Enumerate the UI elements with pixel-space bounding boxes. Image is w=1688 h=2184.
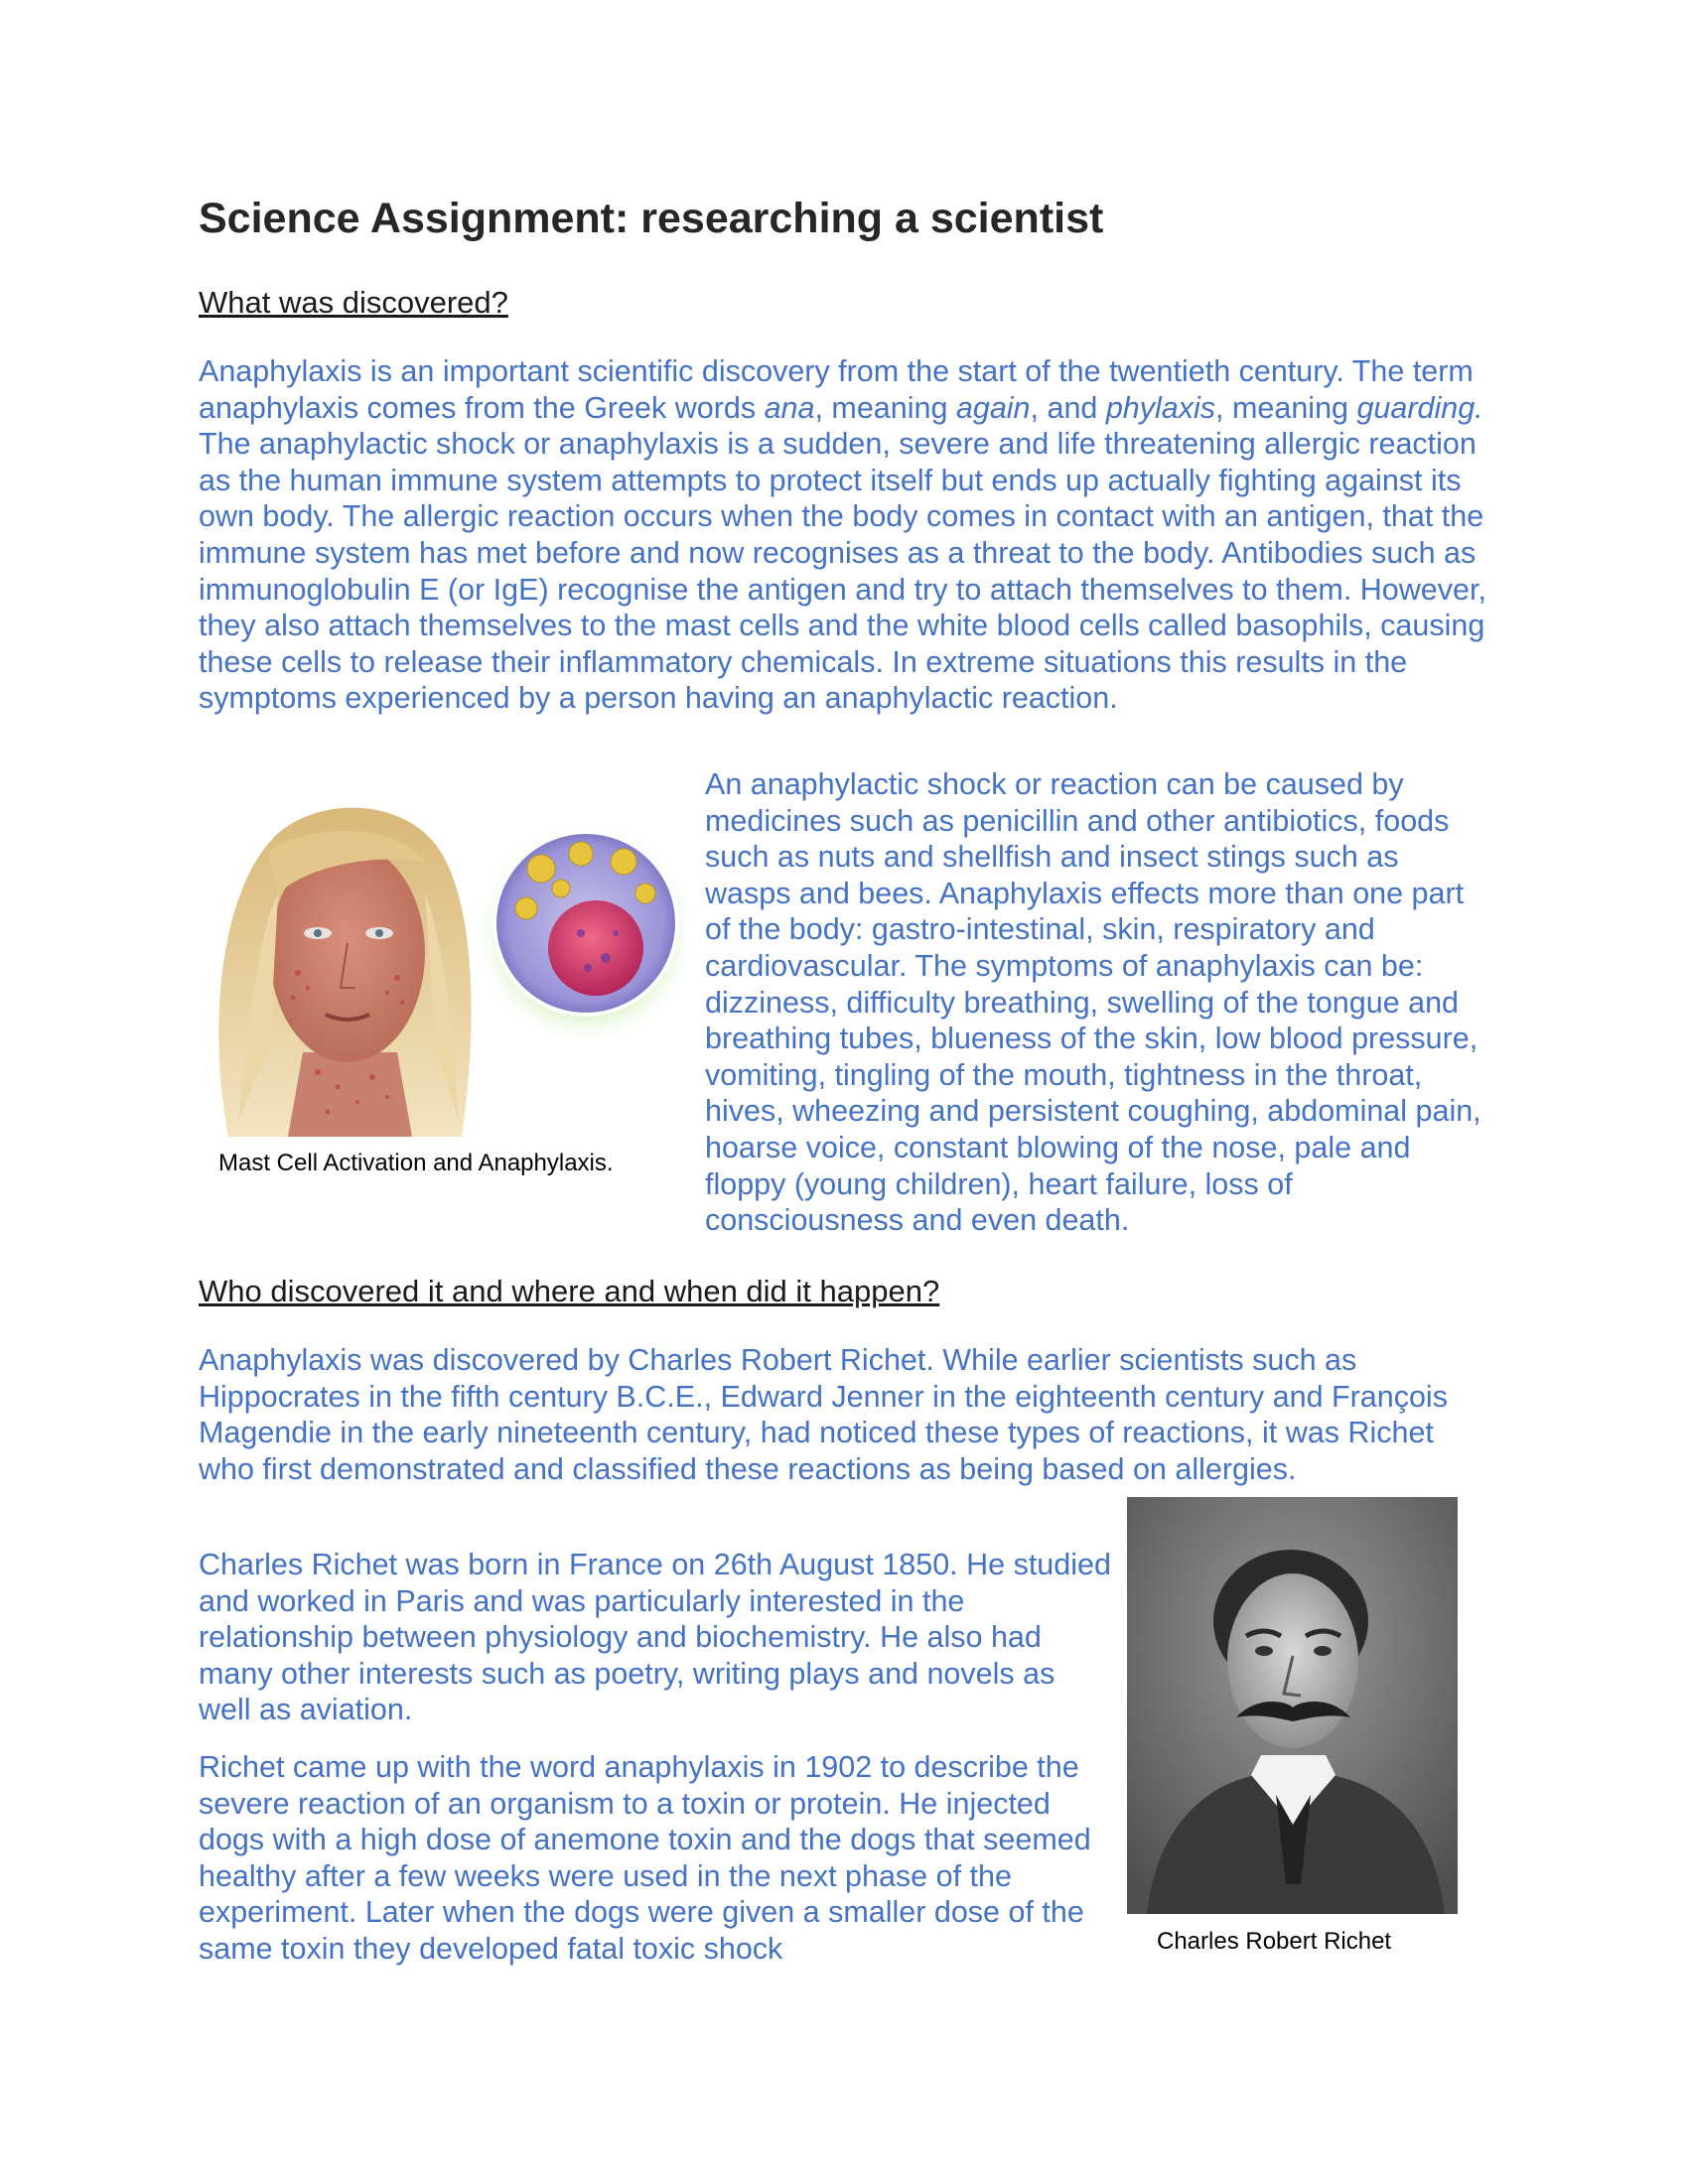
- richet-caption: Charles Robert Richet: [1157, 1928, 1392, 1955]
- mast-cell-illustration: [199, 784, 685, 1137]
- mast-cell-image: [199, 784, 685, 1137]
- mast-cell-caption: Mast Cell Activation and Anaphylaxis.: [218, 1150, 614, 1176]
- section-heading-what: What was discovered?: [199, 285, 508, 320]
- term-again: again: [955, 390, 1031, 425]
- richet-portrait-image: [1127, 1497, 1458, 1914]
- discovery-paragraph-3: Richet came up with the word anaphylaxis in 1902 to describe the severe reaction of an organism to a toxin or protein. He injected dogs with a high dose of anemone toxin and the dogs that seemed healthy after a few weeks were used in the next phase of the experiment. Later when the dogs were given a smaller dose of the same toxin they developed fatal toxic shock: [199, 1750, 1091, 1966]
- term-ana: ana: [764, 390, 815, 425]
- section-heading-who: Who discovered it and where and when did it happen?: [199, 1274, 940, 1308]
- term-phylaxis: phylaxis: [1105, 390, 1216, 425]
- richet-portrait: [1127, 1497, 1458, 1914]
- discovery-paragraph-2: Charles Richet was born in France on 26th August 1850. He studied and worked in Paris and was particularly interested in the relationship between physiology and biochemistry. He also had many other interests such as poetry, writing plays and novels as well as aviation.: [199, 1548, 1111, 1727]
- discovery-paragraph-1: Anaphylaxis was discovered by Charles Robert Richet. While earlier scientists such as Hippocrates in the fifth century B.C.E., Edward Jenner in the eighteenth century and François Magendie in the early nineteenth century, had noticed these types of reactions, it was Richet who first demonstrated and classified these reactions as being based on allergies.: [199, 1343, 1448, 1486]
- term-guarding: guarding.: [1356, 390, 1483, 425]
- page-title: Science Assignment: researching a scientist: [199, 195, 1104, 242]
- symptoms-paragraph: An anaphylactic shock or reaction can be caused by medicines such as penicillin and other antibiotics, foods such as nuts and shellfish and insect stings such as wasps and bees. Anaphylaxis effects more than one part of the body: gastro-intestinal, skin, respiratory and cardiovascular. The symptoms of anaphylaxis can be: dizziness, difficulty breathing, swelling of the tongue and breathing tubes, blueness of the skin, low blood pressure, vomiting, tingling of the mouth, tightness in the throat, hives, wheezing and persistent coughing, abdominal pain, hoarse voice, constant blowing of the nose, pale and floppy (young children), heart failure, loss of consciousness and even death.: [705, 767, 1481, 1238]
- intro-paragraph: Anaphylaxis is an important scientific discovery from the start of the twentieth century. The term anaphylaxis comes from the Greek words ana, meaning again, and phylaxis, meaning guarding. The anaphylactic shock or anaphylaxis is a sudden, severe and life threatening allergic reaction as the human immune system attempts to protect itself but ends up actually fighting against its own body. The allergic reaction occurs when the body comes in contact with an antigen, that the immune system has met before and now recognises as a threat to the body. Antibodies such as immunoglobulin E (or IgE) recognise the antigen and try to attach themselves to them. However, they also attach themselves to the mast cells and the white blood cells called basophils, causing these cells to release their inflammatory chemicals. In extreme situations this results in the symptoms experienced by a person having an anaphylactic reaction.: [199, 354, 1486, 716]
